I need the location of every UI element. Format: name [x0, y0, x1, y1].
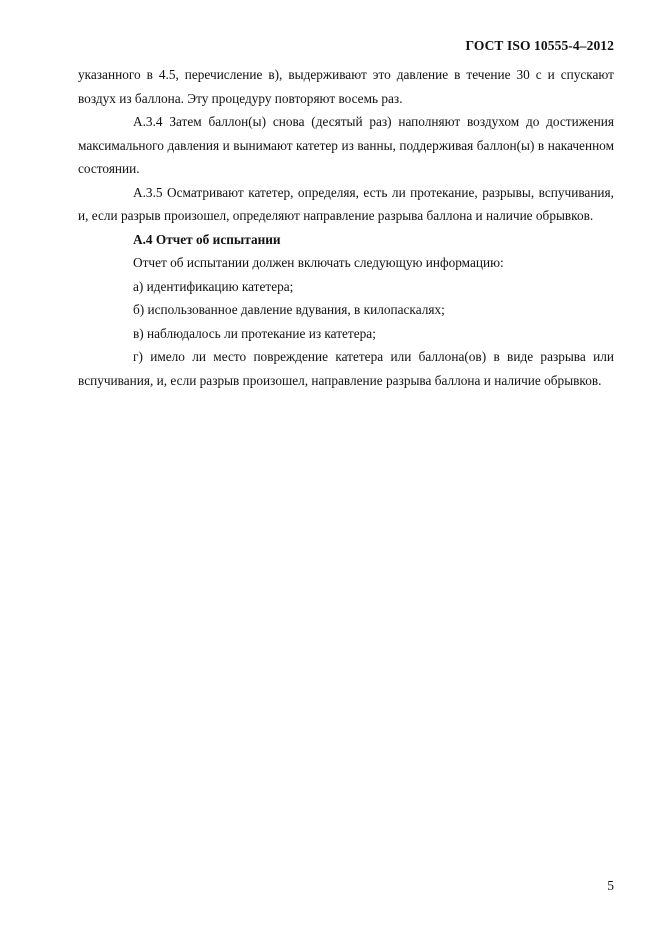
list-item: а) идентификацию катетера;: [133, 278, 294, 294]
document-code-header: ГОСТ ISO 10555-4–2012: [465, 38, 614, 53]
paragraph-a-3-4: А.3.4 Затем баллон(ы) снова (десятый раз) наполняют воздухом до достижения максимального давления и вынимают катетер из ванны, поддерживая баллон(ы) в накаченном состоянии.: [78, 114, 614, 176]
page-number: 5: [607, 878, 614, 893]
paragraph-a-3-5: А.3.5 Осматривают катетер, определяя, есть ли протекание, разрывы, вспучивания, и, если разрыв произошел, определяют направление разрыва баллона и наличие обрывков.: [78, 184, 614, 223]
paragraph-report-intro: Отчет об испытании должен включать следующую информацию:: [133, 255, 504, 270]
list-item: г) имело ли место повреждение катетера или баллона(ов) в виде разрыва или вспучивания, и, если разрыв произошел, направление разрыва баллона и наличие обрывков.: [78, 349, 614, 388]
document-body: [78, 63, 614, 392]
list-item: б) использованное давление вдувания, в килопаскалях;: [133, 302, 445, 317]
section-heading-a-4: А.4 Отчет об испытании: [133, 231, 281, 247]
paragraph-continuation: указанного в 4.5, перечисление в), выдерживают это давление в течение 30 с и спускают воздух из баллона. Эту процедуру повторяют восемь раз.: [78, 67, 614, 106]
list-item: в) наблюдалось ли протекание из катетера;: [133, 325, 376, 341]
